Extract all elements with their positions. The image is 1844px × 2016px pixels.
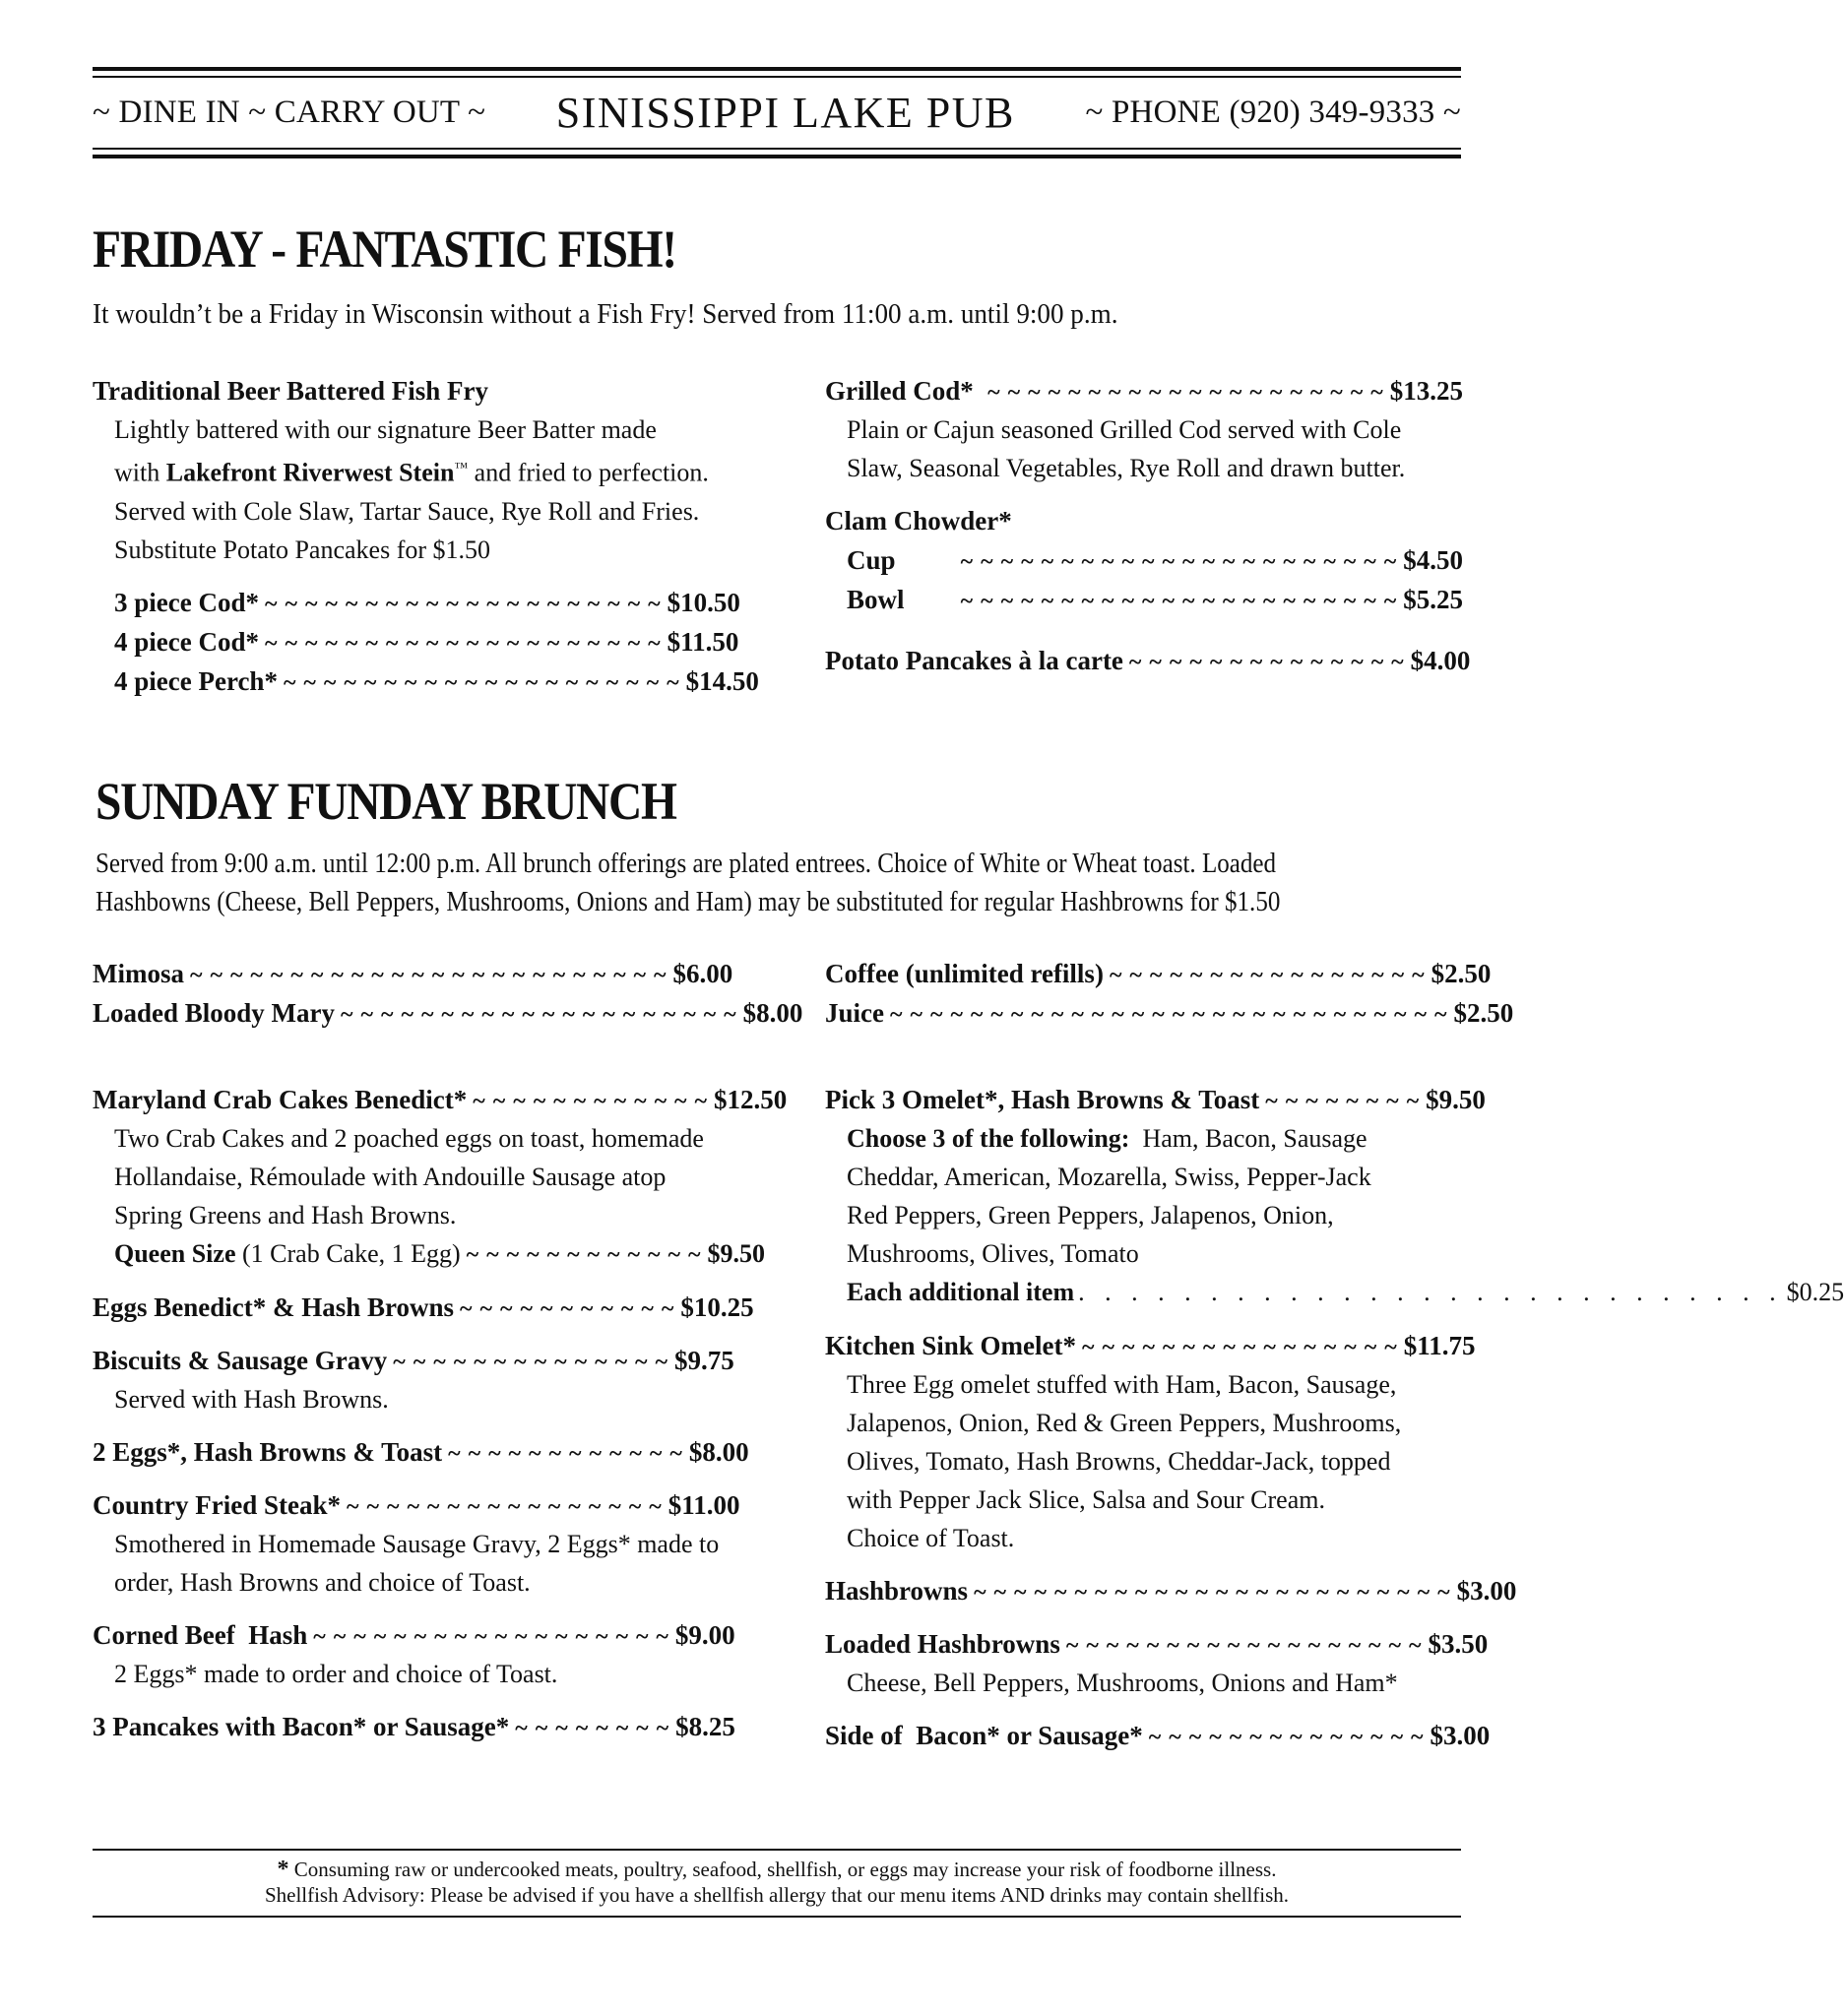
price: $14.50: [685, 665, 759, 696]
header-band: [93, 85, 1461, 140]
header-rules-bottom: [93, 148, 1461, 158]
menu-option: 4 piece Cod* ~ ~ ~ ~ ~ ~ ~ ~ ~ ~ ~ ~ ~ ~ ~ ~ ~ ~ ~ ~ $11.50: [114, 622, 723, 662]
hashbrowns-item: Hashbrowns ~ ~ ~ ~ ~ ~ ~ ~ ~ ~ ~ ~ ~ ~ ~ ~ ~ ~ ~ ~ ~ ~ ~ ~ $3.00: [825, 1571, 1463, 1610]
additional-item-option: Each additional item . . . . . . . . . . . . . . . . . . . . . . . . . . . $0.25: [847, 1273, 1463, 1312]
menu-option: Cup ~ ~ ~ ~ ~ ~ ~ ~ ~ ~ ~ ~ ~ ~ ~ ~ ~ ~ ~ ~ ~ ~ $4.50: [847, 540, 1463, 580]
sunday-left-column: [93, 954, 803, 1746]
beer-brand: Lakefront Riverwest Stein: [165, 458, 455, 487]
item-name: Traditional Beer Battered Fish Fry: [93, 376, 488, 406]
price: $8.25: [675, 1712, 735, 1741]
sunday-title: SUNDAY FUNDAY BRUNCH: [95, 772, 676, 831]
price: $11.50: [667, 626, 739, 657]
two-eggs-item: 2 Eggs*, Hash Browns & Toast ~ ~ ~ ~ ~ ~ ~ ~ ~ ~ ~ ~ $8.00: [93, 1432, 723, 1472]
price: $8.00: [688, 1437, 749, 1467]
menu-option: Bowl ~ ~ ~ ~ ~ ~ ~ ~ ~ ~ ~ ~ ~ ~ ~ ~ ~ ~ ~ ~ ~ ~ $5.25: [847, 580, 1463, 619]
price: $4.00: [1410, 646, 1471, 675]
price: $11.75: [1403, 1331, 1476, 1360]
price: $3.50: [1428, 1629, 1489, 1659]
crab-benedict-item: Maryland Crab Cakes Benedict* ~ ~ ~ ~ ~ ~ ~ ~ ~ ~ ~ ~ $12.50: [93, 1080, 723, 1119]
country-fried-steak-item: Country Fried Steak* ~ ~ ~ ~ ~ ~ ~ ~ ~ ~ ~ ~ ~ ~ ~ ~ $11.00: [93, 1485, 723, 1525]
item-description: Mushrooms, Olives, Tomato: [847, 1239, 1139, 1268]
item-description: Two Crab Cakes and 2 poached eggs on toast, homemade: [114, 1124, 704, 1153]
friday-left-column: [93, 371, 759, 701]
item-description: Olives, Tomato, Hash Browns, Cheddar-Jack, topped: [847, 1447, 1391, 1476]
price: $3.00: [1456, 1576, 1517, 1606]
friday-right-column: [825, 371, 1471, 680]
item-description: with Lakefront Riverwest Stein™ and fried to perfection.: [114, 458, 709, 487]
item-description: Choose 3 of the following: Ham, Bacon, Sausage: [847, 1124, 1367, 1153]
price: $9.00: [674, 1620, 735, 1650]
price: $2.50: [1453, 998, 1514, 1028]
price: $13.25: [1389, 376, 1463, 406]
foodborne-illness-warning: * Consuming raw or undercooked meats, poultry, seafood, shellfish, or eggs may increase your risk of foodborne illness.: [277, 1857, 1277, 1882]
footer-advisory: [93, 1857, 1461, 1908]
friday-title: FRIDAY - FANTASTIC FISH!: [93, 220, 676, 279]
item-description: Cheese, Bell Peppers, Mushrooms, Onions and Ham*: [847, 1669, 1398, 1697]
footer-rule-bottom: [93, 1916, 1461, 1918]
item-description: with Pepper Jack Slice, Salsa and Sour Cream.: [847, 1485, 1325, 1514]
bloody-mary-item: Loaded Bloody Mary ~ ~ ~ ~ ~ ~ ~ ~ ~ ~ ~ ~ ~ ~ ~ ~ ~ ~ ~ ~ $8.00: [93, 993, 723, 1033]
price: $3.00: [1430, 1721, 1491, 1750]
price: $5.25: [1403, 585, 1463, 614]
menu-option: 3 piece Cod* ~ ~ ~ ~ ~ ~ ~ ~ ~ ~ ~ ~ ~ ~ ~ ~ ~ ~ ~ ~ $10.50: [114, 583, 723, 622]
sunday-right-column: [825, 954, 1844, 1755]
menu-option: 4 piece Perch* ~ ~ ~ ~ ~ ~ ~ ~ ~ ~ ~ ~ ~ ~ ~ ~ ~ ~ ~ ~ $14.50: [114, 662, 723, 701]
item-description: Spring Greens and Hash Browns.: [114, 1201, 457, 1229]
item-description: Substitute Potato Pancakes for $1.50: [114, 535, 491, 564]
price: $11.00: [668, 1490, 740, 1520]
item-description: Plain or Cajun seasoned Grilled Cod served with Cole: [847, 415, 1402, 444]
juice-item: Juice ~ ~ ~ ~ ~ ~ ~ ~ ~ ~ ~ ~ ~ ~ ~ ~ ~ ~ ~ ~ ~ ~ ~ ~ ~ ~ ~ ~ $2.50: [825, 993, 1463, 1033]
price: $9.75: [674, 1346, 734, 1375]
pick3-omelet-item: Pick 3 Omelet*, Hash Browns & Toast ~ ~ ~ ~ ~ ~ ~ ~ $9.50: [825, 1080, 1463, 1119]
price: $12.50: [714, 1085, 788, 1114]
item-description: Choice of Toast.: [847, 1524, 1015, 1552]
eggs-benedict-item: Eggs Benedict* & Hash Browns ~ ~ ~ ~ ~ ~ ~ ~ ~ ~ ~ $10.25: [93, 1288, 723, 1327]
loaded-hashbrowns-item: Loaded Hashbrowns ~ ~ ~ ~ ~ ~ ~ ~ ~ ~ ~ ~ ~ ~ ~ ~ ~ ~ $3.50: [825, 1624, 1463, 1664]
item-description: Lightly battered with our signature Beer Batter made: [114, 415, 657, 444]
corned-beef-hash-item: Corned Beef Hash ~ ~ ~ ~ ~ ~ ~ ~ ~ ~ ~ ~ ~ ~ ~ ~ ~ ~ $9.00: [93, 1615, 723, 1655]
item-description: 2 Eggs* made to order and choice of Toast.: [114, 1660, 558, 1688]
mimosa-item: Mimosa ~ ~ ~ ~ ~ ~ ~ ~ ~ ~ ~ ~ ~ ~ ~ ~ ~ ~ ~ ~ ~ ~ ~ ~ $6.00: [93, 954, 723, 993]
footer-rule-top: [93, 1849, 1461, 1851]
fish-fry-item: [93, 371, 723, 410]
potato-pancakes-item: Potato Pancakes à la carte ~ ~ ~ ~ ~ ~ ~ ~ ~ ~ ~ ~ ~ ~ $4.00: [825, 641, 1463, 680]
price: $0.25: [1786, 1278, 1844, 1306]
asterisk-symbol: *: [277, 1857, 289, 1882]
queen-size-option: Queen Size (1 Crab Cake, 1 Egg) ~ ~ ~ ~ ~ ~ ~ ~ ~ ~ ~ ~ $9.50: [114, 1234, 723, 1274]
price: $9.50: [1426, 1085, 1486, 1114]
item-description: order, Hash Browns and choice of Toast.: [114, 1568, 531, 1597]
friday-intro: It wouldn’t be a Friday in Wisconsin without a Fish Fry! Served from 11:00 a.m. until 9:00 p.m.: [93, 298, 1118, 330]
header-rules-top: [93, 67, 1461, 78]
item-description: Red Peppers, Green Peppers, Jalapenos, Onion,: [847, 1201, 1334, 1229]
biscuits-gravy-item: Biscuits & Sausage Gravy ~ ~ ~ ~ ~ ~ ~ ~ ~ ~ ~ ~ ~ ~ $9.75: [93, 1341, 723, 1380]
sunday-intro-line2: Hashbowns (Cheese, Bell Peppers, Mushrooms, Onions and Ham) may be substituted for regular Hashbrowns for $1.50: [95, 887, 1281, 917]
clam-chowder-item: Clam Chowder*: [825, 506, 1012, 536]
item-description: Cheddar, American, Mozarella, Swiss, Pepper-Jack: [847, 1163, 1371, 1191]
service-options: ~ DINE IN ~ CARRY OUT ~: [93, 94, 486, 130]
item-description: Hollandaise, Rémoulade with Andouille Sausage atop: [114, 1163, 667, 1191]
shellfish-advisory: Shellfish Advisory: Please be advised if you have a shellfish allergy that our menu items AND drinks may contain shellfish.: [264, 1883, 1290, 1907]
grilled-cod-item: Grilled Cod* ~ ~ ~ ~ ~ ~ ~ ~ ~ ~ ~ ~ ~ ~ ~ ~ ~ ~ ~ ~ $13.25: [825, 371, 1463, 410]
item-description: Served with Hash Browns.: [114, 1385, 389, 1414]
pancakes-item: 3 Pancakes with Bacon* or Sausage* ~ ~ ~ ~ ~ ~ ~ ~ $8.25: [93, 1707, 723, 1746]
kitchen-sink-omelet-item: Kitchen Sink Omelet* ~ ~ ~ ~ ~ ~ ~ ~ ~ ~ ~ ~ ~ ~ ~ ~ $11.75: [825, 1326, 1463, 1365]
price: $9.50: [707, 1239, 765, 1268]
price: $2.50: [1431, 959, 1492, 988]
price: $6.00: [672, 959, 733, 988]
price: $10.50: [667, 587, 740, 617]
coffee-item: Coffee (unlimited refills) ~ ~ ~ ~ ~ ~ ~ ~ ~ ~ ~ ~ ~ ~ ~ ~ $2.50: [825, 954, 1463, 993]
price: $8.00: [742, 998, 803, 1028]
phone-number: ~ PHONE (920) 349-9333 ~: [1085, 94, 1461, 130]
restaurant-name: SINISSIPPI LAKE PUB: [555, 88, 1015, 137]
item-description: Smothered in Homemade Sausage Gravy, 2 Eggs* made to: [114, 1530, 720, 1558]
item-description: Three Egg omelet stuffed with Ham, Bacon, Sausage,: [847, 1370, 1397, 1399]
item-description: Served with Cole Slaw, Tartar Sauce, Rye Roll and Fries.: [114, 496, 700, 526]
item-description: Jalapenos, Onion, Red & Green Peppers, Mushrooms,: [847, 1409, 1402, 1437]
sunday-intro-line1: Served from 9:00 a.m. until 12:00 p.m. All brunch offerings are plated entrees. Choice of White or Wheat toast. Loaded: [95, 849, 1277, 879]
side-bacon-sausage-item: Side of Bacon* or Sausage* ~ ~ ~ ~ ~ ~ ~ ~ ~ ~ ~ ~ ~ ~ $3.00: [825, 1716, 1463, 1755]
price: $10.25: [680, 1292, 754, 1322]
price: $4.50: [1403, 545, 1463, 575]
item-description: Slaw, Seasonal Vegetables, Rye Roll and drawn butter.: [847, 454, 1406, 482]
